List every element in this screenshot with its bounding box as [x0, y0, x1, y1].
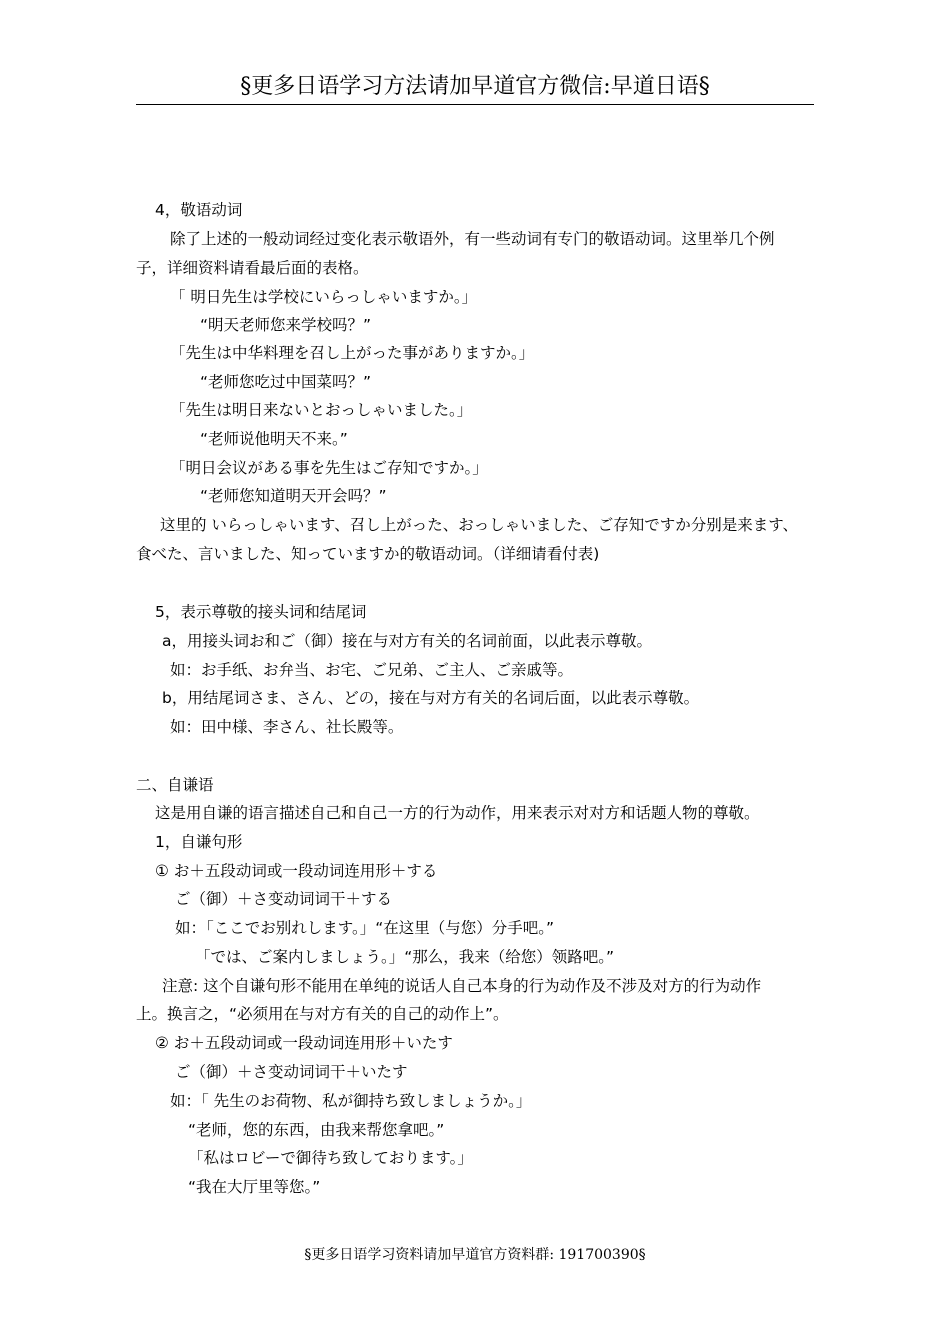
form-1-example-2: 「では、ご案内しましょう。」“那么，我来（给您）领路吧。” [195, 948, 615, 966]
caution-line-1: 注意: 这个自谦句形不能用在单纯的说话人自己本身的行为动作及不涉及对方的行为动作 [162, 977, 762, 995]
humble-subheading-1: 1，自谦句形 [155, 833, 243, 851]
section-4-heading: 4，敬语动词 [155, 201, 243, 219]
section-5-item-b: b，用结尾词さま、さん、どの，接在与对方有关的名词后面，以此表示尊敬。 [162, 689, 700, 707]
section-4-note-line-1: 这里的 いらっしゃいます、召し上がった、おっしゃいました、ご存知ですか分别是来ます、 [160, 516, 798, 534]
humble-intro: 这是用自谦的语言描述自己和自己一方的行为动作，用来表示对对方和话题人物的尊敬。 [155, 804, 760, 822]
example-4-japanese: 「明日会议がある事を先生はご存知ですか。」 [170, 459, 488, 477]
section-4-intro-line-1: 除了上述的一般动词经过变化表示敬语外，有一些动词有专门的敬语动词。这里举几个例 [170, 230, 775, 248]
page-header: §更多日语学习方法请加早道官方微信:早道日语§ [136, 70, 814, 105]
form-2-example-1: 如：「 先生のお荷物、私が御持ち致しましょうか。」 [170, 1092, 532, 1110]
example-4-chinese: “老师您知道明天开会吗？” [200, 487, 387, 505]
section-5-heading: 5，表示尊敬的接头词和结尾词 [155, 603, 367, 621]
example-1-chinese: “明天老师您来学校吗？” [200, 316, 372, 334]
example-2-japanese: 「先生は中华料理を召し上がった事がありますか。」 [170, 344, 535, 362]
form-2-pattern-b: ご（御）＋さ变动词词干＋いたす [175, 1063, 408, 1081]
section-5-item-a-example: 如：お手纸、お弁当、お宅、ご兄弟、ご主人、ご亲戚等。 [170, 661, 574, 679]
section-5-item-a: a，用接头词お和ご（御）接在与对方有关的名词前面，以此表示尊敬。 [162, 632, 653, 650]
humble-language-heading: 二、自谦语 [136, 776, 214, 794]
section-4-note-line-2: 食べた、言いました、知っていますか的敬语动词。（详细请看付表) [136, 545, 600, 563]
example-3-chinese: “老师说他明天不来。” [200, 430, 348, 448]
form-2-example-1-chinese: “老师，您的东西，由我来帮您拿吧。” [188, 1121, 445, 1139]
section-4-intro-line-2: 子，详细资料请看最后面的表格。 [136, 259, 369, 277]
example-1-japanese: 「 明日先生は学校にいらっしゃいますか。」 [170, 288, 478, 306]
page-footer: §更多日语学习资料请加早道官方资料群: 191700390§ [304, 1247, 646, 1263]
caution-line-2: 上。换言之，“必须用在与对方有关的自己的动作上”。 [136, 1005, 509, 1023]
form-1-pattern: ① お＋五段动词或一段动词连用形＋する [155, 862, 438, 880]
form-2-example-2: 「私はロビーで御待ち致しております。」 [188, 1149, 473, 1167]
form-1-pattern-b: ご（御）＋さ变动词词干＋する [175, 890, 393, 908]
form-2-pattern: ② お＋五段动词或一段动词连用形＋いたす [155, 1034, 453, 1052]
example-2-chinese: “老师您吃过中国菜吗？” [200, 373, 372, 391]
form-2-example-2-chinese: “我在大厅里等您。” [188, 1178, 321, 1196]
section-5-item-b-example: 如：田中様、李さん、社长殿等。 [170, 718, 404, 736]
example-3-japanese: 「先生は明日来ないとおっしゃいました。」 [170, 401, 473, 419]
form-1-example-1: 如：「ここでお别れします。」“在这里（与您）分手吧。” [175, 919, 555, 937]
